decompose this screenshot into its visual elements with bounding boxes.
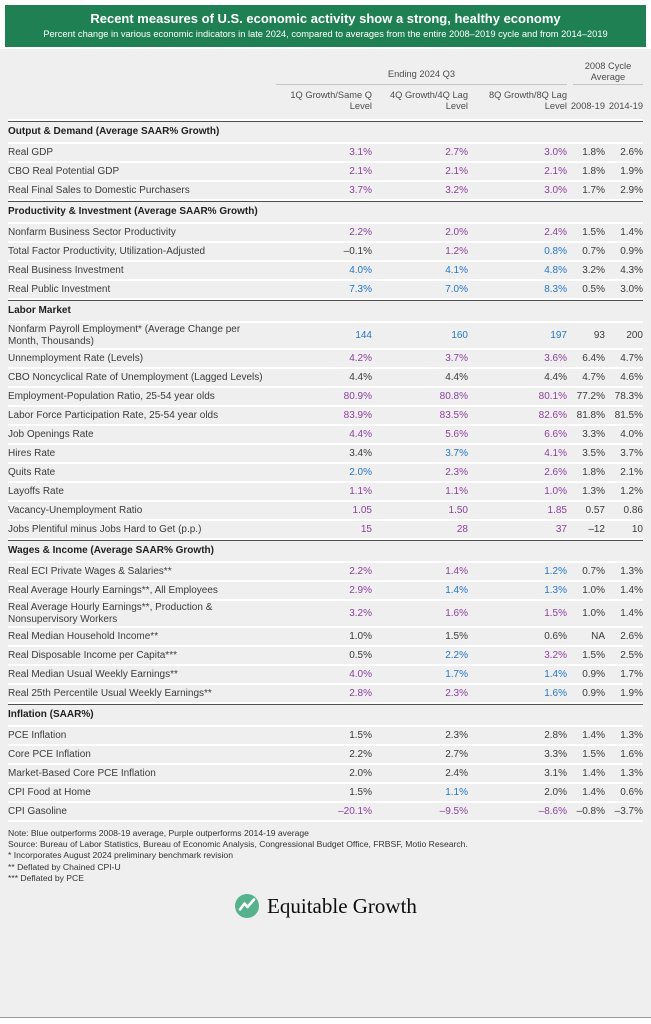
column-group-ending-2024-q3: Ending 2024 Q3 — [276, 69, 567, 85]
cell-value: 2.1% — [445, 166, 468, 177]
cell-value: 2.2% — [349, 227, 372, 238]
equitable-growth-chart-icon — [234, 893, 260, 919]
cell-value: 81.8% — [576, 410, 605, 421]
column-group-row — [8, 49, 643, 85]
cell-value: 1.2% — [544, 566, 567, 577]
cell-value: 1.0% — [349, 631, 372, 642]
table-row — [8, 144, 643, 163]
row-label: Real 25th Percentile Usual Weekly Earnings** — [8, 687, 212, 699]
footnote-asterisk-1: * Incorporates August 2024 preliminary benchmark revision — [8, 850, 233, 861]
cell-value: 93 — [593, 330, 605, 341]
row-label: Employment-Population Ratio, 25-54 year olds — [8, 390, 215, 402]
cell-value: 0.9% — [582, 669, 605, 680]
cell-value: 2.2% — [349, 749, 372, 760]
cell-value: 4.3% — [620, 265, 643, 276]
title-banner — [5, 5, 646, 47]
cell-value: 2.7% — [445, 749, 468, 760]
cell-value: 1.4% — [582, 730, 605, 741]
cell-value: 1.4% — [445, 585, 468, 596]
cell-value: 0.5% — [582, 284, 605, 295]
table-row — [8, 727, 643, 746]
cell-value: 1.3% — [582, 486, 605, 497]
cell-value: 0.9% — [620, 246, 643, 257]
cell-value: 1.5% — [349, 730, 372, 741]
cell-value: 80.8% — [439, 391, 468, 402]
column-header-1q-growth: 1Q Growth/Same Q Level — [290, 90, 372, 111]
cell-value: 1.3% — [620, 566, 643, 577]
row-label: Real Average Hourly Earnings**, Production & Nonsupervisory Workers — [8, 602, 213, 625]
cell-value: 1.5% — [544, 608, 567, 619]
cell-value: 0.9% — [582, 688, 605, 699]
section-header: Productivity & Investment (Average SAAR% Growth) — [8, 201, 643, 224]
table-row — [8, 243, 643, 262]
cell-value: 197 — [550, 330, 567, 341]
row-label: Real Business Investment — [8, 264, 124, 276]
cell-value: 1.3% — [544, 585, 567, 596]
row-label: Quits Rate — [8, 466, 56, 478]
table-row — [8, 803, 643, 822]
section-header: Labor Market — [8, 300, 643, 323]
cell-value: 3.0% — [544, 185, 567, 196]
cell-value: 1.1% — [445, 486, 468, 497]
cell-value: –20.1% — [338, 806, 372, 817]
cell-value: 2.1% — [620, 467, 643, 478]
cell-value: 2.8% — [544, 730, 567, 741]
table-row — [8, 262, 643, 281]
cell-value: 2.0% — [349, 467, 372, 478]
cell-value: 200 — [626, 330, 643, 341]
row-label: Real Disposable Income per Capita*** — [8, 649, 177, 661]
cell-value: 80.9% — [343, 391, 372, 402]
row-label: Layoffs Rate — [8, 485, 64, 497]
cell-value: 3.6% — [544, 353, 567, 364]
cell-value: 81.5% — [614, 410, 643, 421]
cell-value: 83.5% — [439, 410, 468, 421]
cell-value: –8.6% — [538, 806, 567, 817]
cell-value: 3.7% — [349, 185, 372, 196]
table-row — [8, 323, 643, 350]
table-row — [8, 369, 643, 388]
column-header-2008-19: 2008-19 — [570, 101, 605, 111]
footnote-asterisk-2: ** Deflated by Chained CPI-U — [8, 861, 121, 872]
table-row — [8, 350, 643, 369]
cell-value: 3.2% — [349, 608, 372, 619]
row-label: CBO Noncyclical Rate of Unemployment (Lagged Levels) — [8, 371, 263, 383]
cell-value: 1.4% — [582, 768, 605, 779]
row-label: Vacancy-Unemployment Ratio — [8, 504, 143, 516]
cell-value: 1.4% — [620, 227, 643, 238]
cell-value: 4.1% — [544, 448, 567, 459]
section-header: Output & Demand (Average SAAR% Growth) — [8, 121, 643, 144]
section-header: Wages & Income (Average SAAR% Growth) — [8, 540, 643, 563]
cell-value: 4.4% — [349, 429, 372, 440]
cell-value: 1.0% — [544, 486, 567, 497]
cell-value: 1.4% — [544, 669, 567, 680]
cell-value: 2.0% — [544, 787, 567, 798]
column-header-row — [8, 85, 643, 121]
cell-value: 6.6% — [544, 429, 567, 440]
cell-value: 1.1% — [349, 486, 372, 497]
row-label: CBO Real Potential GDP — [8, 165, 120, 177]
cell-value: 80.1% — [538, 391, 567, 402]
cell-value: 3.1% — [349, 147, 372, 158]
row-label: CPI Gasoline — [8, 805, 67, 817]
cell-value: 28 — [456, 524, 468, 535]
cell-value: 1.50 — [448, 505, 468, 516]
page-title: Recent measures of U.S. economic activity show a strong, healthy economy — [90, 11, 561, 26]
cell-value: 3.4% — [349, 448, 372, 459]
cell-value: 1.2% — [445, 246, 468, 257]
cell-value: 83.9% — [343, 410, 372, 421]
table-body — [8, 121, 643, 822]
cell-value: 1.5% — [349, 787, 372, 798]
cell-value: 7.0% — [445, 284, 468, 295]
cell-value: 1.0% — [582, 585, 605, 596]
cell-value: 0.7% — [582, 246, 605, 257]
cell-value: 82.6% — [538, 410, 567, 421]
cell-value: 1.5% — [582, 227, 605, 238]
table-row — [8, 163, 643, 182]
cell-value: 160 — [451, 330, 468, 341]
cell-value: 4.0% — [620, 429, 643, 440]
cell-value: –12 — [588, 524, 605, 535]
page-subtitle: Percent change in various economic indicators in late 2024, compared to averages from the entire 2008–2019 cycle and from 2014–2019 — [43, 29, 608, 39]
row-label: Real ECI Private Wages & Salaries** — [8, 565, 172, 577]
bottom-border — [0, 1017, 651, 1024]
cell-value: 2.8% — [349, 688, 372, 699]
row-label: Real Average Hourly Earnings**, All Employees — [8, 584, 218, 596]
table-area — [0, 49, 651, 1017]
cell-value: –0.1% — [343, 246, 372, 257]
cell-value: 0.5% — [349, 650, 372, 661]
table-row — [8, 765, 643, 784]
table-row — [8, 601, 643, 628]
row-label: Market-Based Core PCE Inflation — [8, 767, 156, 779]
cell-value: 1.85 — [547, 505, 567, 516]
table-row — [8, 746, 643, 765]
cell-value: 10 — [631, 524, 643, 535]
cell-value: 1.7% — [620, 669, 643, 680]
cell-value: 0.86 — [623, 505, 643, 516]
table-row — [8, 647, 643, 666]
cell-value: 15 — [360, 524, 372, 535]
cell-value: 1.6% — [544, 688, 567, 699]
table-row — [8, 182, 643, 201]
cell-value: 2.4% — [445, 768, 468, 779]
cell-value: 1.05 — [352, 505, 372, 516]
column-header-8q-growth: 8Q Growth/8Q Lag Level — [488, 90, 567, 111]
cell-value: 3.5% — [582, 448, 605, 459]
cell-value: 2.3% — [445, 730, 468, 741]
row-label: Job Openings Rate — [8, 428, 94, 440]
cell-value: 1.3% — [620, 730, 643, 741]
cell-value: 2.9% — [349, 585, 372, 596]
cell-value: 2.6% — [544, 467, 567, 478]
cell-value: 1.9% — [620, 688, 643, 699]
table-row — [8, 563, 643, 582]
table-row — [8, 445, 643, 464]
cell-value: 3.3% — [544, 749, 567, 760]
cell-value: 3.3% — [582, 429, 605, 440]
table-row — [8, 407, 643, 426]
row-label: Real GDP — [8, 146, 54, 158]
row-label: Real Public Investment — [8, 283, 111, 295]
row-label: Total Factor Productivity, Utilization-Adjusted — [8, 245, 206, 257]
row-label: Hires Rate — [8, 447, 56, 459]
cell-value: 0.6% — [544, 631, 567, 642]
cell-value: –0.8% — [576, 806, 605, 817]
cell-value: 3.7% — [620, 448, 643, 459]
cell-value: 78.3% — [614, 391, 643, 402]
cell-value: 4.6% — [620, 372, 643, 383]
table-row — [8, 464, 643, 483]
cell-value: 2.0% — [349, 768, 372, 779]
row-label: Nonfarm Payroll Employment* (Average Change per Month, Thousands) — [8, 324, 241, 347]
row-label: Jobs Plentiful minus Jobs Hard to Get (p.p.) — [8, 523, 202, 535]
cell-value: 1.8% — [582, 147, 605, 158]
cell-value: 3.7% — [445, 353, 468, 364]
cell-value: 2.2% — [445, 650, 468, 661]
cell-value: 0.8% — [544, 246, 567, 257]
footnote-legend: Note: Blue outperforms 2008-19 average, Purple outperforms 2014-19 average — [8, 828, 309, 838]
cell-value: 4.4% — [445, 372, 468, 383]
cell-value: 1.4% — [445, 566, 468, 577]
table-row — [8, 582, 643, 601]
section-header: Inflation (SAAR%) — [8, 704, 643, 727]
cell-value: 37 — [555, 524, 567, 535]
cell-value: 6.4% — [582, 353, 605, 364]
table-row — [8, 502, 643, 521]
cell-value: 1.7% — [582, 185, 605, 196]
table-row — [8, 281, 643, 300]
row-label: Unnemployment Rate (Levels) — [8, 352, 144, 364]
table-row — [8, 685, 643, 704]
cell-value: 1.7% — [445, 669, 468, 680]
cell-value: 2.2% — [349, 566, 372, 577]
table-row — [8, 224, 643, 243]
table-row — [8, 628, 643, 647]
cell-value: 1.8% — [582, 467, 605, 478]
cell-value: 0.6% — [620, 787, 643, 798]
cell-value: 2.1% — [349, 166, 372, 177]
cell-value: 2.0% — [445, 227, 468, 238]
row-label: Nonfarm Business Sector Productivity — [8, 226, 176, 238]
row-label: Core PCE Inflation — [8, 748, 91, 760]
row-label: PCE Inflation — [8, 729, 67, 741]
row-label: Real Final Sales to Domestic Purchasers — [8, 184, 190, 196]
cell-value: 2.3% — [445, 688, 468, 699]
column-header-2014-19: 2014-19 — [608, 101, 643, 111]
table-row — [8, 521, 643, 540]
footnote-source: Source: Bureau of Labor Statistics, Bureau of Economic Analysis, Congressional Budget Office, FRBSF, Motio Research. — [8, 839, 468, 850]
row-label: Real Median Usual Weekly Earnings** — [8, 668, 178, 680]
row-label: CPI Food at Home — [8, 786, 91, 798]
cell-value: 2.9% — [620, 185, 643, 196]
cell-value: 3.0% — [544, 147, 567, 158]
cell-value: 2.1% — [544, 166, 567, 177]
cell-value: 2.6% — [620, 147, 643, 158]
cell-value: –9.5% — [439, 806, 468, 817]
cell-value: 4.7% — [620, 353, 643, 364]
cell-value: 4.4% — [544, 372, 567, 383]
cell-value: 8.3% — [544, 284, 567, 295]
cell-value: 3.0% — [620, 284, 643, 295]
cell-value: –3.7% — [614, 806, 643, 817]
footnotes — [8, 822, 643, 884]
table-row — [8, 784, 643, 803]
cell-value: 1.5% — [582, 749, 605, 760]
cell-value: 0.57 — [585, 505, 605, 516]
table-row — [8, 388, 643, 407]
cell-value: 1.2% — [620, 486, 643, 497]
cell-value: 4.2% — [349, 353, 372, 364]
cell-value: NA — [591, 631, 605, 642]
cell-value: 1.5% — [445, 631, 468, 642]
brand-logo — [8, 893, 643, 919]
cell-value: 7.3% — [349, 284, 372, 295]
cell-value: 4.0% — [349, 669, 372, 680]
cell-value: 144 — [355, 330, 372, 341]
cell-value: 77.2% — [576, 391, 605, 402]
cell-value: 4.1% — [445, 265, 468, 276]
cell-value: 1.6% — [445, 608, 468, 619]
cell-value: 1.9% — [620, 166, 643, 177]
cell-value: 5.6% — [445, 429, 468, 440]
cell-value: 4.8% — [544, 265, 567, 276]
row-label: Real Median Household Income** — [8, 630, 159, 642]
footnote-asterisk-3: *** Deflated by PCE — [8, 872, 84, 883]
cell-value: 0.7% — [582, 566, 605, 577]
cell-value: 4.7% — [582, 372, 605, 383]
cell-value: 1.4% — [582, 787, 605, 798]
cell-value: 2.3% — [445, 467, 468, 478]
cell-value: 1.3% — [620, 768, 643, 779]
cell-value: 2.7% — [445, 147, 468, 158]
cell-value: 3.2% — [582, 265, 605, 276]
brand-wordmark: Equitable Growth — [267, 893, 417, 918]
cell-value: 3.2% — [445, 185, 468, 196]
cell-value: 1.1% — [445, 787, 468, 798]
cell-value: 1.8% — [582, 166, 605, 177]
table-row — [8, 426, 643, 445]
table-row — [8, 666, 643, 685]
cell-value: 2.5% — [620, 650, 643, 661]
cell-value: 1.5% — [582, 650, 605, 661]
cell-value: 3.2% — [544, 650, 567, 661]
cell-value: 1.0% — [582, 608, 605, 619]
cell-value: 1.6% — [620, 749, 643, 760]
cell-value: 3.1% — [544, 768, 567, 779]
row-label: Labor Force Participation Rate, 25-54 year olds — [8, 409, 219, 421]
table-row — [8, 483, 643, 502]
cell-value: 2.6% — [620, 631, 643, 642]
cell-value: 1.4% — [620, 585, 643, 596]
cell-value: 1.4% — [620, 608, 643, 619]
cell-value: 3.7% — [445, 448, 468, 459]
cell-value: 2.4% — [544, 227, 567, 238]
column-header-4q-growth: 4Q Growth/4Q Lag Level — [389, 90, 468, 111]
cell-value: 4.0% — [349, 265, 372, 276]
cell-value: 4.4% — [349, 372, 372, 383]
column-group-2008-cycle-average: 2008 Cycle Average — [573, 61, 643, 85]
